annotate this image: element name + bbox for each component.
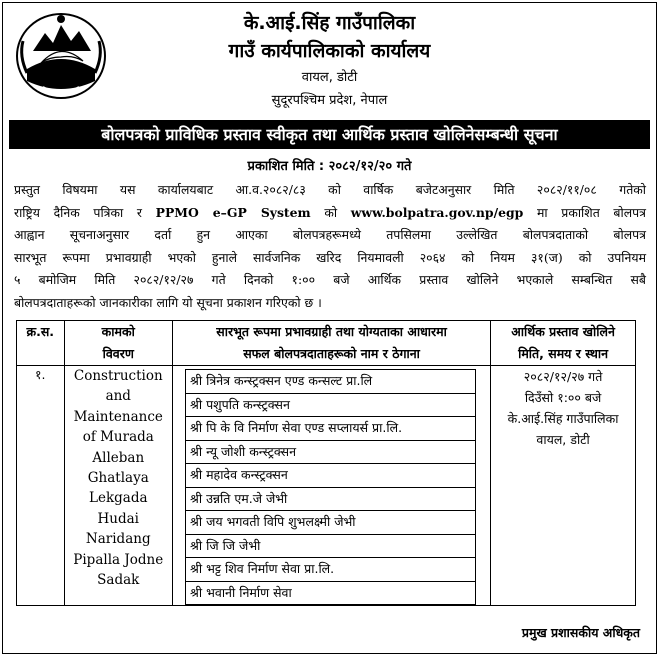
body-line bbox=[14, 202, 646, 225]
bidders-table bbox=[16, 320, 636, 606]
work-line: and bbox=[105, 388, 131, 405]
municipality-name: के.आई.सिंह गाउँपालिका bbox=[243, 12, 416, 34]
header-work bbox=[64, 321, 173, 366]
header-opening-label-2: मिति, समय र स्थान bbox=[518, 346, 609, 361]
office-location: वायल, डोटी bbox=[301, 70, 358, 85]
opening-address: वायल, डोटी bbox=[536, 432, 590, 447]
work-line: Construction bbox=[73, 368, 163, 384]
signatory: प्रमुख प्रशासकीय अधिकृत bbox=[521, 625, 640, 640]
work-line: of Murada bbox=[82, 429, 154, 446]
office-name: गाउँ कार्यपालिकाको कार्यालय bbox=[228, 40, 431, 62]
bidder-item: श्री महादेव कन्स्ट्रक्सन bbox=[185, 464, 476, 488]
work-line: Lekgada bbox=[89, 490, 148, 507]
bidder-item: श्री उन्नति एम.जे जेभी bbox=[185, 488, 476, 512]
table-row bbox=[17, 366, 636, 606]
notice-title: बोलपत्रको प्राविधिक प्रस्ताव स्वीकृत तथा आर्थिक प्रस्ताव खोलिनेसम्बन्धी सूचना bbox=[9, 120, 650, 149]
notice-body bbox=[14, 179, 646, 315]
bidder-item: श्री भवानी निर्माण सेवा bbox=[185, 582, 476, 606]
body-text: राष्ट्रिय दैनिक पत्रिका र bbox=[14, 204, 142, 220]
bidder-item: श्री त्रिनेत्र कन्स्ट्रक्सन एण्ड कन्सल्ट प्रा.लि bbox=[185, 369, 476, 394]
province-country: सुदूरपश्चिम प्रदेश, नेपाल bbox=[271, 93, 388, 108]
notice-page bbox=[2, 2, 657, 654]
bidder-item: श्री पशुपति कन्स्ट्रक्सन bbox=[185, 394, 476, 418]
body-text: को bbox=[324, 204, 338, 220]
work-line: Hudai bbox=[97, 510, 139, 527]
work-description bbox=[64, 366, 173, 606]
opening-date: २०८२/१२/२७ गते bbox=[523, 369, 603, 384]
bidder-item: श्री जय भगवती विपि शुभलक्ष्मी जेभी bbox=[185, 511, 476, 535]
row-sn: १. bbox=[17, 366, 65, 606]
bidder-item: श्री न्यू जोशी कन्स्ट्रक्सन bbox=[185, 441, 476, 465]
body-line: बोलपत्रदाताहरूको जानकारीका लागि यो सूचना प्रकाशन गरिएको छ । bbox=[14, 294, 322, 310]
system-name: PPMO e–GP System bbox=[155, 204, 311, 220]
header-bidders-label-1: सारभूत रूपमा प्रभावग्राही तथा योग्यताका आधारमा bbox=[216, 324, 447, 339]
header-work-label-2: विवरण bbox=[102, 346, 134, 361]
work-line: Ghatlaya bbox=[87, 470, 149, 487]
header-bidders bbox=[173, 321, 491, 366]
header-sn-label: क्र.स. bbox=[26, 324, 55, 339]
bidder-item: श्री पि के वि निर्माण सेवा एण्ड सप्लायर्स प्रा.लि. bbox=[185, 417, 476, 441]
table-header-row bbox=[17, 321, 636, 366]
bidder-item: श्री जि जि जेभी bbox=[185, 535, 476, 559]
work-line: Sadak bbox=[97, 572, 140, 589]
body-line: आह्वान सूचनाअनुसार दर्ता हुन आएका बोलपत्रहरूमध्ये तपसिलमा उल्लेखित बोलपत्रदाताको बोलपत्र bbox=[14, 227, 646, 243]
opening-time: दिउँसो १:०० बजे bbox=[524, 390, 602, 405]
website-link: www.bolpatra.gov.np/egp bbox=[350, 204, 524, 220]
header-opening bbox=[491, 321, 636, 366]
bidder-item: श्री भट्ट शिव निर्माण सेवा प्रा.लि. bbox=[185, 558, 476, 582]
work-line: Pipalla Jodne bbox=[73, 551, 164, 568]
body-line: सारभूत रूपमा प्रभावग्राही भएको हुनाले सार्वजनिक खरिद नियमावली २०६४ को नियम ३१(ज) को उपनियम bbox=[14, 249, 646, 265]
body-line: प्रस्तुत विषयमा यस कार्यालयबाट आ.व.२०८२/८३ को वार्षिक बजेटअनुसार मिति २०८२/११/०८ गतेको bbox=[14, 182, 646, 197]
work-line: Naridang bbox=[85, 531, 151, 548]
header-opening-label-1: आर्थिक प्रस्ताव खोलिने bbox=[511, 324, 615, 339]
published-date: प्रकाशित मिति : २०८२/१२/२० गते bbox=[247, 159, 412, 174]
body-text: मा प्रकाशित बोलपत्र bbox=[537, 204, 646, 220]
opening-details bbox=[491, 366, 636, 606]
opening-place: के.आई.सिंह गाउँपालिका bbox=[507, 411, 619, 426]
body-line: ५ बमोजिम मिति २०८२/१२/२७ गते दिनको १:०० बजे आर्थिक प्रस्ताव खोलिने भएकाले सम्बन्धित सबै bbox=[14, 272, 646, 288]
work-line: Alleban bbox=[92, 449, 145, 466]
header-bidders-label-2: सफल बोलपत्रदाताहरूको नाम र ठेगाना bbox=[243, 346, 420, 361]
header-sn bbox=[17, 321, 65, 366]
work-line: Maintenance bbox=[73, 408, 163, 425]
header-work-label-1: कामको bbox=[101, 324, 135, 339]
bidder-list bbox=[173, 366, 491, 606]
